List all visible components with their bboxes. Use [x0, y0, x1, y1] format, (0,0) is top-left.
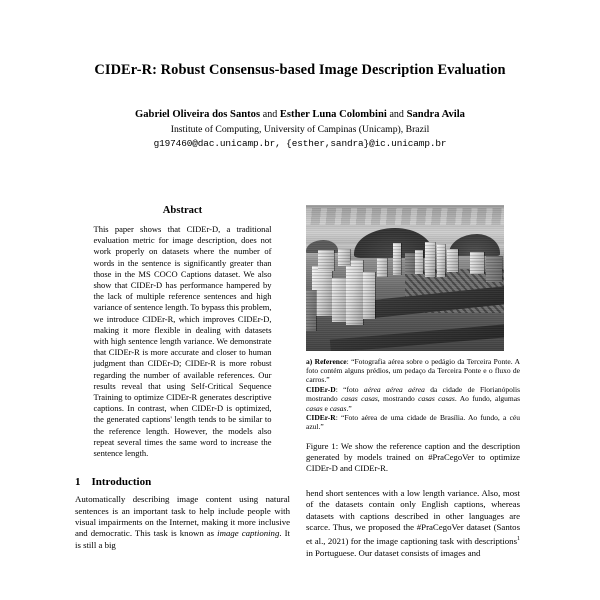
introduction-paragraph [75, 494, 290, 551]
caption-ciderd-repeat-5: casas [329, 403, 347, 413]
photo-building [346, 260, 364, 324]
caption-ciderd-mid-3: . Ao fundo, algumas [454, 394, 520, 404]
right-body-head: hend short sentences with a low length variance. Also, most of the datasets contain only English captions, whereas datasets with captions described in other languages are scarce. Thus, we proposed the #PraCegoVer dataset (Santos et al., 2021) for the image captioning task with descriptions [306, 487, 520, 546]
author-name-3: Sandra Avila [406, 109, 465, 120]
affiliation: Institute of Computing, University of Campinas (Unicamp), Brazil [170, 124, 430, 135]
photo-building [377, 258, 387, 277]
caption-reference [306, 357, 520, 385]
abstract-heading: Abstract [162, 205, 203, 216]
aerial-city-photo [306, 205, 504, 351]
right-column-paragraph [306, 488, 520, 559]
section-title: Introduction [91, 476, 152, 489]
left-column [75, 205, 290, 551]
photo-building [447, 249, 459, 272]
intro-text-tail: . It is still a big [75, 528, 290, 550]
caption-ciderr [306, 413, 520, 431]
right-body-tail: in Portuguese. Our dataset consists of images and [306, 547, 481, 558]
photo-clouds [306, 208, 504, 226]
caption-ciderd-repeat-2: casas casas [341, 394, 378, 404]
caption-reference-text: : “Fotografia aérea sobre o pedágio da Terceira Ponte. A foto contém alguns prédios, um pedaço da Terceira Ponte e o fluxo de carros.” [306, 357, 521, 385]
caption-comparison-block [306, 357, 520, 432]
caption-ciderd-open: : “foto [335, 385, 364, 395]
caption-ciderd-repeat-1: aérea aérea aérea [363, 385, 425, 395]
author-list [0, 109, 600, 120]
intro-text-head: Automatically describing image content using natural sentences is an important task to help include people with visual impairments on the Internet, making it more inclusive and democratic. This task is known as [75, 494, 290, 539]
photo-building [470, 252, 484, 274]
photo-building [393, 243, 401, 275]
caption-ciderd-repeat-4: casas [306, 403, 323, 413]
photo-building [306, 290, 316, 331]
figure-caption: Figure 1: We show the reference caption and the description generated by models trained on #PraCegoVer to optimize CIDEr-D and CIDEr-R. [306, 440, 520, 473]
right-column [306, 205, 520, 559]
caption-ciderd-mid-2: , mostrando [377, 394, 419, 404]
right-column-body [306, 488, 520, 559]
author-name-2: Esther Luna Colombini [279, 109, 387, 120]
photo-building [363, 272, 375, 319]
page-title: CIDEr-R: Robust Consensus-based Image Description Evaluation [94, 62, 506, 78]
author-conjunction-1: and [262, 109, 278, 120]
photo-building [332, 278, 346, 322]
abstract-text: This paper shows that CIDEr-D, a traditional evaluation metric for image description, does not work properly on datasets where the number of words in the sentence is significantly greater than those in the MS COCO Captions dataset. We also show that CIDEr-D has performance hampered by the lack of multiple reference sentences and high variance of sentence length. To bypass this problem, we introduce CIDEr-R, which improves CIDEr-D, making it more flexible in dealing with datasets with high sentence length variance. We demonstrate that CIDEr-R is more accurate and closer to human judgment than CIDEr-D; CIDEr-R is more robust regarding the number of available references. Our results reveal that using Self-Critical Sequence Training to optimize CIDEr-R generates descriptive captions. In contrast, when CIDEr-D is optimized, the generated captions' length tends to be similar to the reference length. However, the models also repeat several times the same word to increase the sentence length. [93, 224, 272, 459]
photo-building [338, 249, 350, 267]
photo-building [486, 256, 502, 282]
figure-image [306, 205, 504, 351]
caption-ciderd-close: .” [346, 403, 352, 413]
author-conjunction-2: and [389, 109, 404, 120]
section-heading-introduction [75, 476, 290, 488]
photo-building [437, 244, 445, 276]
caption-reference-label: a) Reference [306, 357, 347, 366]
caption-ciderd-label: CIDEr-D [306, 385, 336, 395]
photo-building [415, 250, 423, 273]
caption-ciderd-repeat-3: casas casas [418, 394, 455, 404]
photo-building [318, 250, 334, 270]
caption-ciderr-label: CIDEr-R [306, 413, 336, 423]
photo-building [425, 242, 435, 277]
section-number: 1 [75, 476, 81, 489]
caption-ciderd-mid-4: e [322, 403, 330, 413]
photo-building [405, 253, 415, 273]
caption-ciderd-mid-1: da cidade de Florianópolis mostrando [306, 385, 520, 404]
intro-text-italic: image captioning [217, 528, 280, 539]
caption-ciderr-text: : “Foto aérea de uma cidade de Brasília. Ao fundo, a céu azul.” [306, 413, 520, 432]
author-name-1: Gabriel Oliveira dos Santos [135, 109, 261, 120]
caption-ciderd [306, 385, 520, 413]
author-emails: g197460@dac.unicamp.br, {esther,sandra}@ic.unicamp.br [153, 138, 447, 149]
footnote-marker: 1 [517, 536, 520, 542]
